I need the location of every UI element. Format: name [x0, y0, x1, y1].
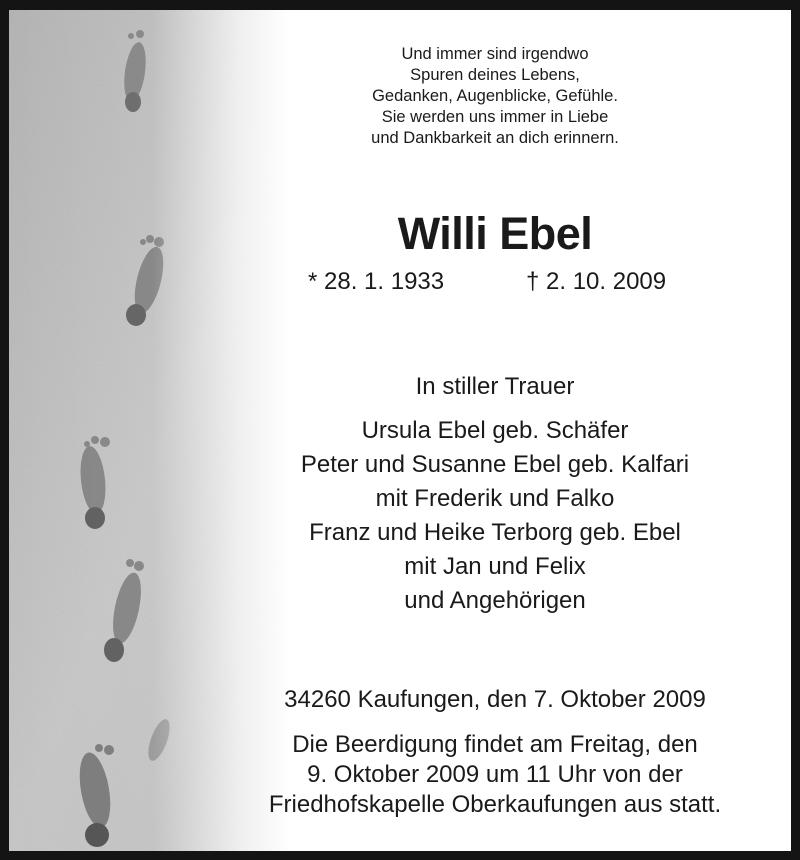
- mourner-line: Ursula Ebel geb. Schäfer: [361, 417, 629, 444]
- poem-line: Spuren deines Lebens,: [410, 66, 580, 84]
- place-and-date: 34260 Kaufungen, den 7. Oktober 2009: [284, 686, 706, 713]
- mourner-line: Peter und Susanne Ebel geb. Kalfari: [300, 451, 690, 478]
- mourner-line: Franz und Heike Terborg geb. Ebel: [309, 519, 681, 546]
- birth-date: * 28. 1. 1933: [308, 268, 445, 295]
- mourners-list: [240, 370, 750, 618]
- memorial-poem: [240, 44, 750, 149]
- funeral-line: Friedhofskapelle Oberkaufungen aus statt.: [268, 791, 722, 818]
- mourner-line: mit Frederik und Falko: [375, 485, 615, 512]
- poem-line: und Dankbarkeit an dich erinnern.: [371, 129, 619, 147]
- funeral-line: Die Beerdigung findet am Freitag, den: [292, 731, 698, 758]
- poem-line: Sie werden uns immer in Liebe: [381, 108, 609, 126]
- mourners-intro: In stiller Trauer: [415, 373, 575, 400]
- funeral-info: [240, 730, 750, 820]
- poem-line: Und immer sind irgendwo: [401, 45, 589, 63]
- deceased-name: Willi Ebel: [397, 208, 593, 259]
- funeral-line: 9. Oktober 2009 um 11 Uhr von der: [307, 761, 683, 788]
- death-date: † 2. 10. 2009: [526, 268, 667, 295]
- mourner-line: mit Jan und Felix: [404, 553, 586, 580]
- mourner-line: und Angehörigen: [404, 587, 586, 614]
- poem-line: Gedanken, Augenblicke, Gefühle.: [372, 87, 618, 105]
